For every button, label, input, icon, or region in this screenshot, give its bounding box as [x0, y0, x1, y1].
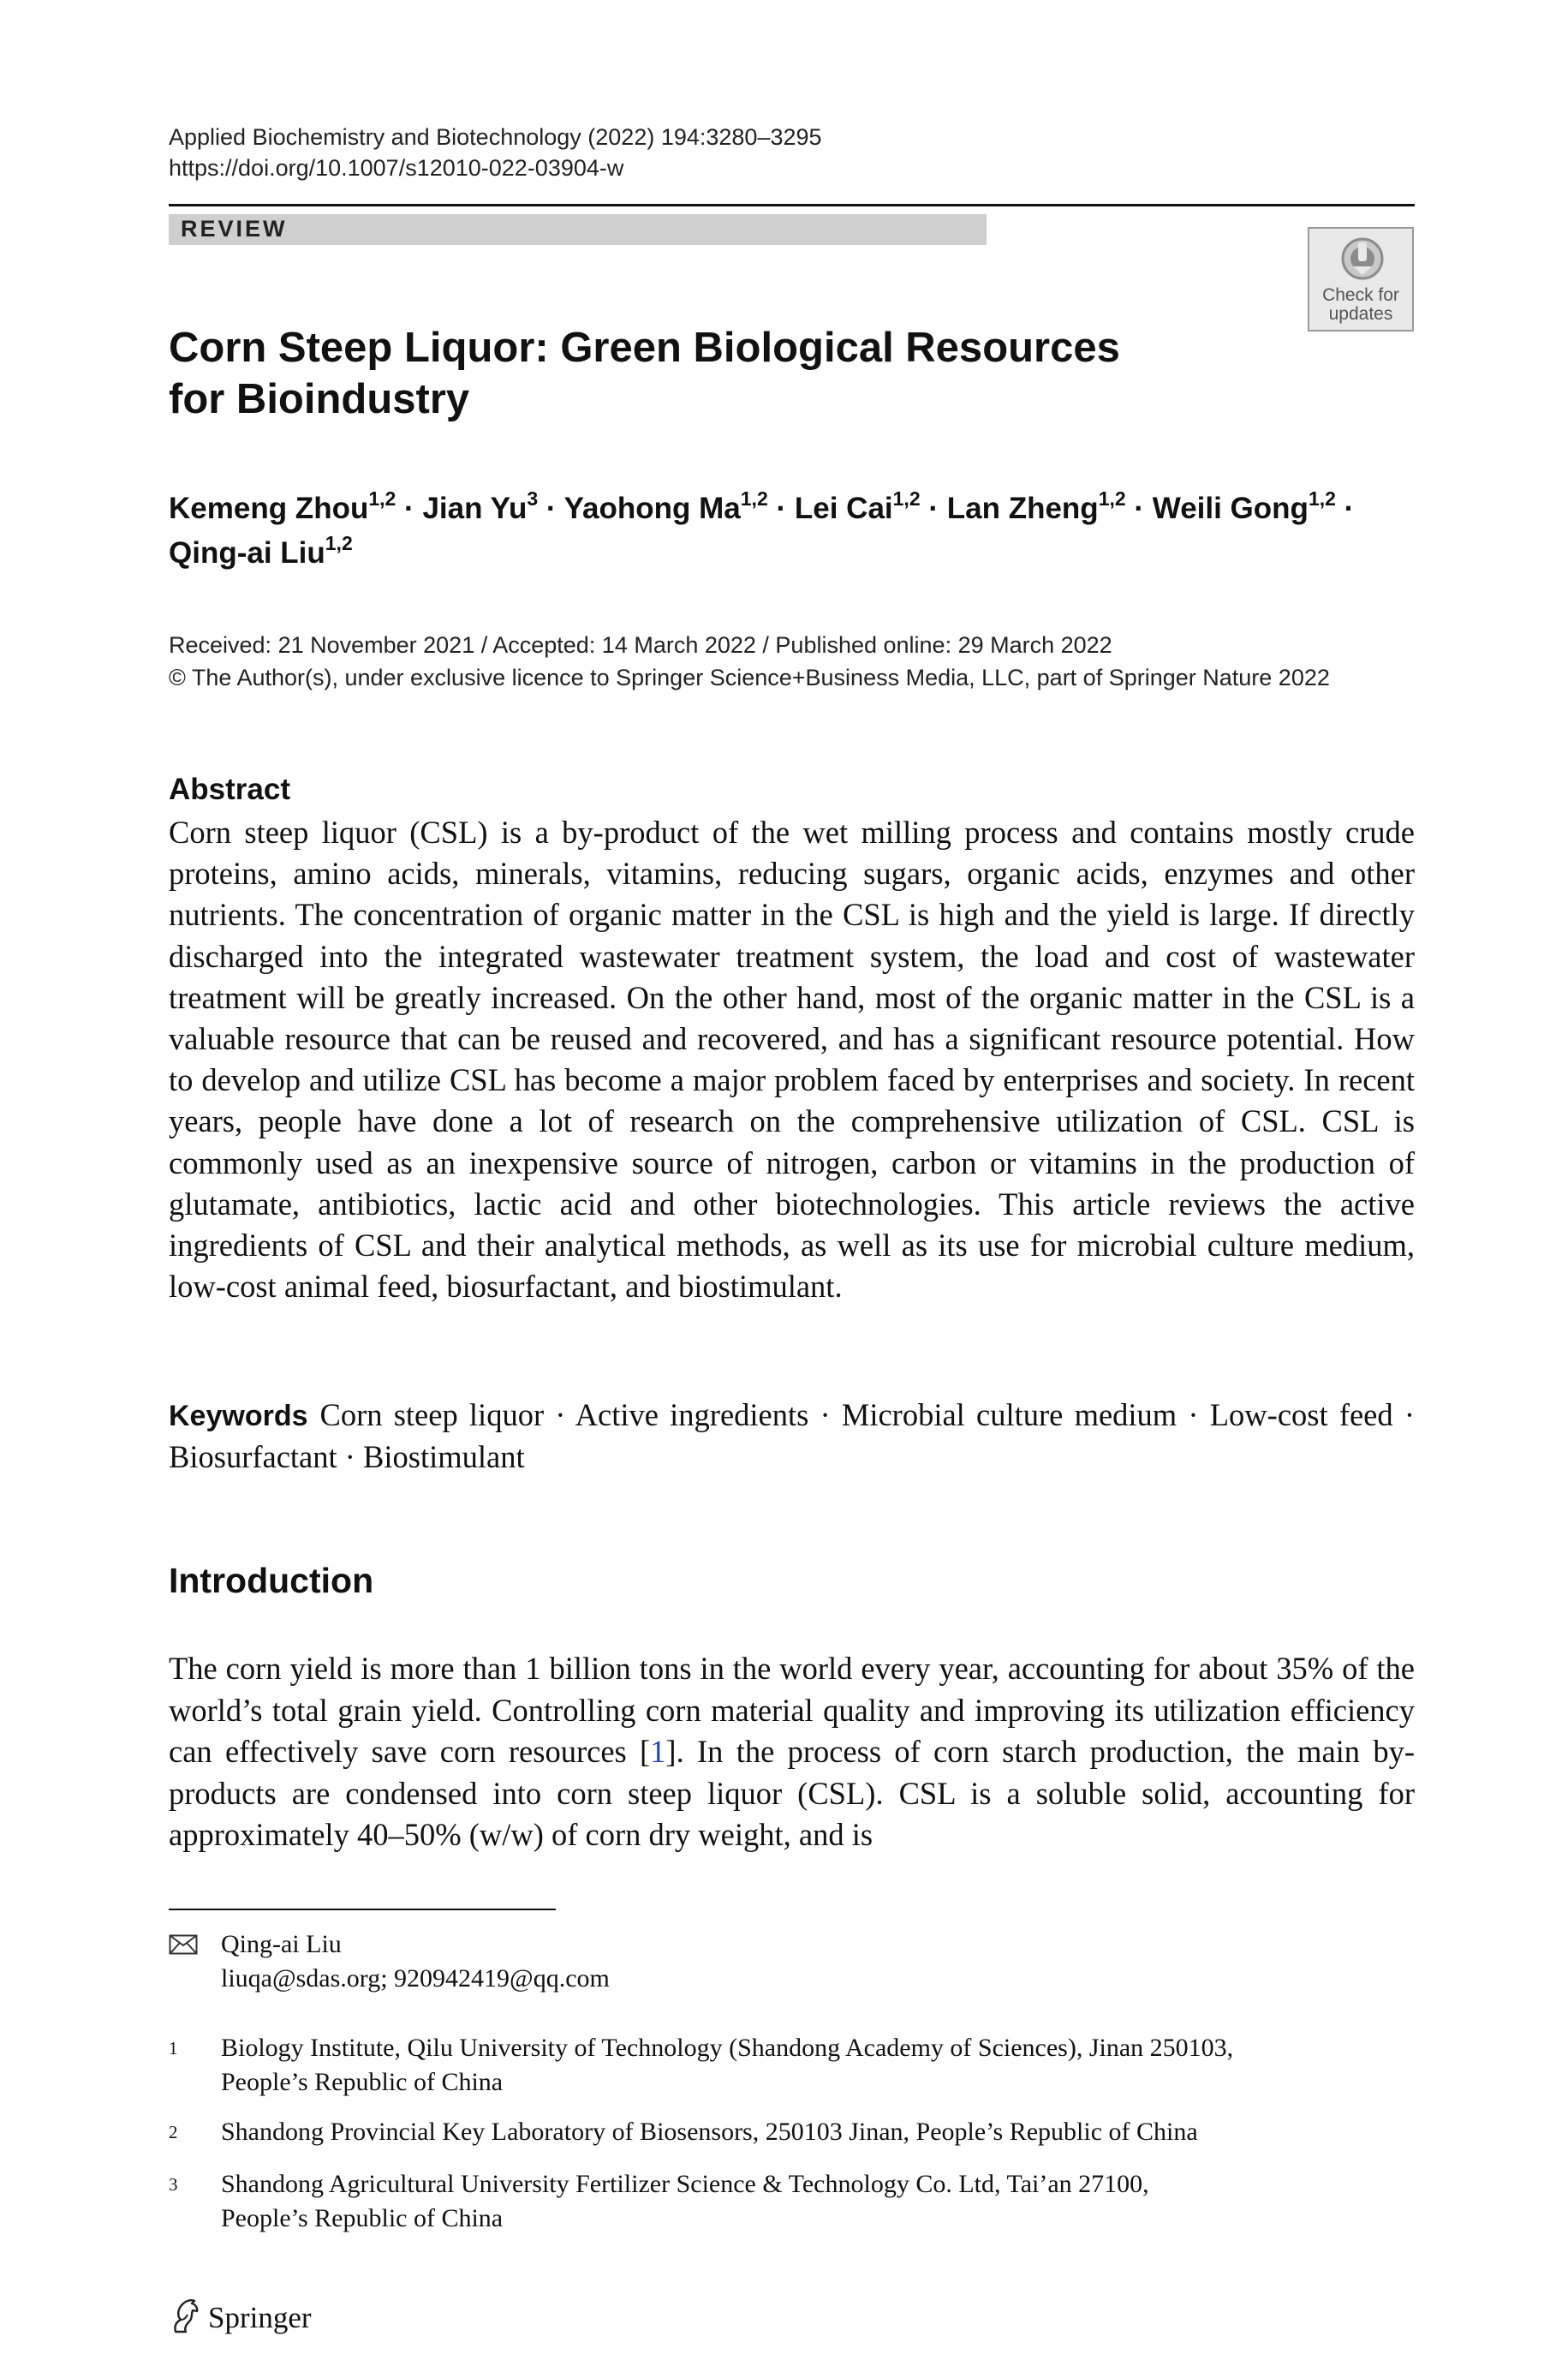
- header-rule: [169, 204, 1415, 206]
- publication-history: [169, 629, 1330, 694]
- author-row-2: [169, 531, 1419, 576]
- author-row-1: [169, 487, 1419, 531]
- affiliation-mark: 1: [169, 2038, 178, 2058]
- affiliation-line-1: Shandong Agricultural University Fertilizer Science & Technology Co. Ltd, Tai’an 27100,: [221, 2170, 1149, 2198]
- springer-horse-icon: [169, 2296, 203, 2335]
- author-affiliation: 1,2: [368, 487, 396, 511]
- keywords-block: [169, 1395, 1415, 1478]
- author-name[interactable]: Jian Yu: [422, 492, 528, 525]
- author-affiliation: 1,2: [325, 532, 353, 555]
- correspondence-email[interactable]: liuqa@sdas.org; 920942419@qq.com: [221, 1964, 610, 1993]
- article-type-bar: [169, 214, 987, 245]
- author-separator: ·: [404, 492, 414, 525]
- check-for-updates-badge[interactable]: [1308, 227, 1414, 332]
- correspondence-name: Qing-ai Liu: [221, 1930, 342, 1958]
- abstract-text: Corn steep liquor (CSL) is a by-product of the wet milling process and contains mostly crude proteins, amino acids, minerals, vitamins, reducing sugars, organic acids, enzymes and other nutrients. The concentration of organic matter in the CSL is high and the yield is large. If directly discharged into the integrated wastewater treatment system, the load and cost of wastewater treatment will be greatly increased. On the other hand, most of the organic matter in the CSL is a valuable resource that can be reused and recovered, and has a significant resource potential. How to develop and utilize CSL has become a major problem faced by enterprises and society. In recent years, people have done a lot of research on the comprehensive utilization of CSL. CSL is commonly used as an inexpensive source of nitrogen, carbon or vitamins in the production of glutamate, antibiotics, lactic acid and other biotechnologies. This article reviews the active ingredients of CSL and their analytical methods, as well as its use for microbial culture medium, low-cost animal feed, biosurfactant, and biostimulant.: [169, 815, 1415, 1305]
- badge-line-2: updates: [1328, 304, 1393, 324]
- introduction-heading: Introduction: [169, 1561, 374, 1600]
- author-separator: ·: [928, 492, 939, 525]
- footnote-rule: [169, 1909, 556, 1910]
- affiliation-line-2: People’s Republic of China: [221, 2204, 504, 2232]
- author-name[interactable]: Weili Gong: [1152, 492, 1309, 525]
- author-affiliation: 1,2: [740, 487, 768, 511]
- author-separator: ·: [1344, 492, 1355, 525]
- keywords-label: Keywords: [169, 1400, 308, 1432]
- affiliation-mark: 3: [169, 2174, 178, 2195]
- author-name[interactable]: Lei Cai: [794, 492, 893, 525]
- author-affiliation: 1,2: [1308, 487, 1336, 511]
- abstract-heading: Abstract: [169, 773, 290, 806]
- article-type-label: REVIEW: [181, 216, 288, 242]
- author-name[interactable]: Lan Zheng: [946, 492, 1099, 525]
- author-affiliation: 1,2: [1098, 487, 1126, 511]
- journal-header: [169, 122, 822, 183]
- article-title: [169, 322, 1179, 425]
- publisher-name: Springer: [208, 2301, 312, 2334]
- author-affiliation: 3: [527, 487, 539, 511]
- citation-link[interactable]: 1: [650, 1734, 666, 1769]
- author-name[interactable]: Qing-ai Liu: [169, 536, 325, 570]
- journal-citation: Applied Biochemistry and Biotechnology (2022) 194:3280–3295: [169, 124, 822, 150]
- affiliation-mark: 2: [169, 2122, 178, 2142]
- author-name[interactable]: Kemeng Zhou: [169, 492, 369, 525]
- author-separator: ·: [776, 492, 787, 525]
- introduction-text: [169, 1648, 1415, 1856]
- affiliation-line-2: People’s Republic of China: [221, 2068, 504, 2096]
- copyright-line: © The Author(s), under exclusive licence to Springer Science+Business Media, LLC, part of Springer Nature 2022: [169, 665, 1330, 690]
- envelope-icon: [169, 1934, 198, 1955]
- intro-text-part-2: ]. In the process of corn starch production, the main by-products are condensed into corn steep liquor (CSL). CSL is a soluble solid, accounting for approximately 40–50% (w/w) of corn dry weight, and is: [169, 1734, 1415, 1852]
- author-list: [169, 487, 1419, 576]
- author-name[interactable]: Yaohong Ma: [563, 492, 741, 525]
- author-separator: ·: [546, 492, 557, 525]
- intro-text-part-1: The corn yield is more than 1 billion tons in the world every year, accounting for about 35% of the world’s total grain yield. Controlling corn material quality and improving its utilization efficiency can effectively save corn resources [: [169, 1651, 1415, 1769]
- title-line-1: Corn Steep Liquor: Green Biological Resources: [169, 325, 1120, 371]
- author-affiliation: 1,2: [892, 487, 921, 511]
- doi-link[interactable]: https://doi.org/10.1007/s12010-022-03904-w: [169, 155, 624, 181]
- keywords-text: Corn steep liquor · Active ingredients · Microbial culture medium · Low-cost feed · Biosurfactant · Biostimulant: [169, 1397, 1415, 1474]
- affiliation-line-1: Shandong Provincial Key Laboratory of Biosensors, 250103 Jinan, People’s Republic of China: [221, 2118, 1198, 2146]
- affiliation-line-1: Biology Institute, Qilu University of Technology (Shandong Academy of Sciences), Jinan 250103,: [221, 2034, 1234, 2062]
- title-line-2: for Bioindustry: [169, 376, 470, 422]
- badge-line-1: Check for: [1322, 285, 1399, 305]
- date-history: Received: 21 November 2021 / Accepted: 14 March 2022 / Published online: 29 March 2022: [169, 632, 1112, 658]
- author-separator: ·: [1134, 492, 1145, 525]
- check-for-updates-icon: [1341, 236, 1384, 284]
